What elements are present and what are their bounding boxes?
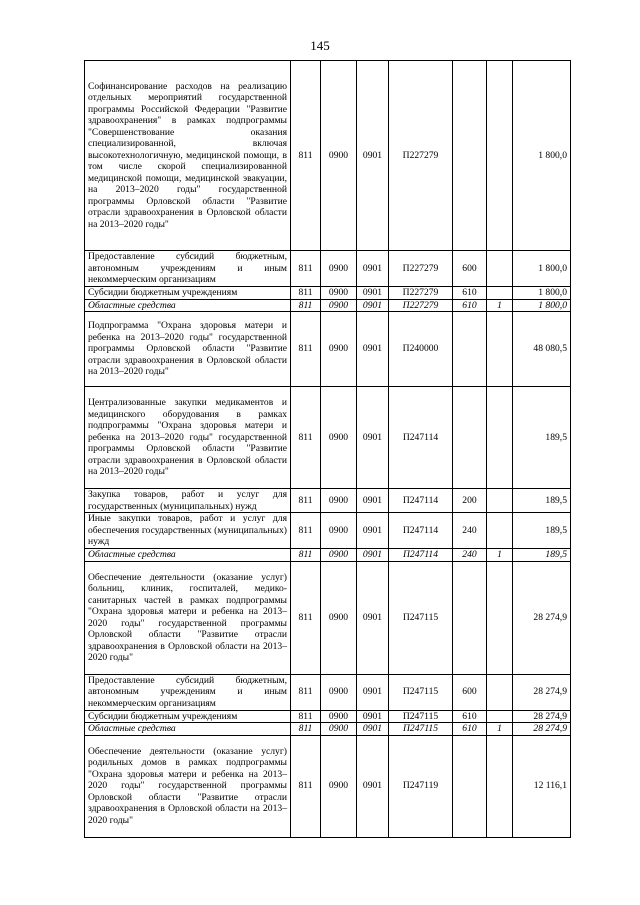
subsection-code: 0901 (357, 549, 389, 562)
expense-name: Обеспечение деятельности (оказание услуг) родильных домов в рамках подпрограммы "Охрана здоровья матери и ребенка на 2013–2020 годы" государственной программы Орловской области "Развитие отрасли здравоохранения в Орловской области на 2013–2020 годы" (85, 735, 291, 837)
target-code: П247114 (389, 513, 453, 549)
table-row (85, 549, 571, 562)
table-row (85, 251, 571, 287)
budget-table (84, 60, 571, 838)
section-code: 0900 (321, 387, 357, 489)
ministry-code: 811 (291, 723, 321, 736)
subsection-code: 0901 (357, 513, 389, 549)
ministry-code: 811 (291, 489, 321, 513)
ministry-code: 811 (291, 549, 321, 562)
funding-source-code (487, 489, 513, 513)
ministry-code: 811 (291, 387, 321, 489)
funding-source-code (487, 735, 513, 837)
table-row (85, 735, 571, 837)
funding-source-code (487, 710, 513, 723)
funding-source-code: 1 (487, 549, 513, 562)
section-code: 0900 (321, 61, 357, 251)
amount: 12 116,1 (513, 735, 571, 837)
table-row (85, 387, 571, 489)
section-code: 0900 (321, 735, 357, 837)
expense-name: Обеспечение деятельности (оказание услуг) больниц, клиник, госпиталей, медико-санитарных частей в рамках подпрограммы "Охрана здоровья матери и ребенка на 2013–2020 годы" государственной программы Орловской области "Развитие отрасли здравоохранения в Орловской области на 2013–2020 годы" (85, 561, 291, 674)
target-code: П227279 (389, 299, 453, 312)
funding-source-code (487, 674, 513, 710)
ministry-code: 811 (291, 251, 321, 287)
expense-type-code (453, 561, 487, 674)
subsection-code: 0901 (357, 710, 389, 723)
amount: 28 274,9 (513, 561, 571, 674)
section-code: 0900 (321, 674, 357, 710)
target-code: П227279 (389, 61, 453, 251)
expense-type-code (453, 735, 487, 837)
table-row (85, 674, 571, 710)
expense-name: Областные средства (85, 299, 291, 312)
subsection-code: 0901 (357, 674, 389, 710)
section-code: 0900 (321, 549, 357, 562)
ministry-code: 811 (291, 61, 321, 251)
target-code: П247115 (389, 710, 453, 723)
ministry-code: 811 (291, 561, 321, 674)
ministry-code: 811 (291, 287, 321, 300)
expense-type-code: 610 (453, 723, 487, 736)
expense-type-code: 200 (453, 489, 487, 513)
expense-type-code: 600 (453, 251, 487, 287)
funding-source-code (487, 387, 513, 489)
amount: 28 274,9 (513, 723, 571, 736)
expense-name: Иные закупки товаров, работ и услуг для обеспечения государственных (муниципальных) нужд (85, 513, 291, 549)
table-row (85, 299, 571, 312)
funding-source-code (487, 287, 513, 300)
subsection-code: 0901 (357, 312, 389, 387)
subsection-code: 0901 (357, 561, 389, 674)
amount: 48 080,5 (513, 312, 571, 387)
expense-type-code: 610 (453, 710, 487, 723)
section-code: 0900 (321, 561, 357, 674)
expense-type-code: 610 (453, 287, 487, 300)
section-code: 0900 (321, 299, 357, 312)
subsection-code: 0901 (357, 387, 389, 489)
expense-name: Предоставление субсидий бюджетным, автономным учреждениям и иным некоммерческим организациям (85, 674, 291, 710)
target-code: П227279 (389, 287, 453, 300)
target-code: П240000 (389, 312, 453, 387)
funding-source-code (487, 561, 513, 674)
amount: 1 800,0 (513, 251, 571, 287)
section-code: 0900 (321, 489, 357, 513)
amount: 1 800,0 (513, 287, 571, 300)
table-row (85, 710, 571, 723)
subsection-code: 0901 (357, 489, 389, 513)
subsection-code: 0901 (357, 735, 389, 837)
ministry-code: 811 (291, 299, 321, 312)
target-code: П247119 (389, 735, 453, 837)
table-row (85, 723, 571, 736)
amount: 28 274,9 (513, 674, 571, 710)
funding-source-code (487, 513, 513, 549)
expense-name: Предоставление субсидий бюджетным, автономным учреждениям и иным некоммерческим организациям (85, 251, 291, 287)
expense-type-code (453, 312, 487, 387)
table-row (85, 513, 571, 549)
target-code: П247115 (389, 674, 453, 710)
section-code: 0900 (321, 710, 357, 723)
funding-source-code (487, 251, 513, 287)
expense-name: Областные средства (85, 549, 291, 562)
page-number: 145 (310, 38, 330, 53)
expense-type-code: 600 (453, 674, 487, 710)
expense-name: Закупка товаров, работ и услуг для государственных (муниципальных) нужд (85, 489, 291, 513)
table-row (85, 489, 571, 513)
section-code: 0900 (321, 723, 357, 736)
expense-type-code (453, 387, 487, 489)
amount: 1 800,0 (513, 61, 571, 251)
expense-name: Субсидии бюджетным учреждениям (85, 287, 291, 300)
expense-name: Субсидии бюджетным учреждениям (85, 710, 291, 723)
funding-source-code: 1 (487, 723, 513, 736)
table-row (85, 287, 571, 300)
table-row (85, 61, 571, 251)
table-row (85, 312, 571, 387)
subsection-code: 0901 (357, 723, 389, 736)
funding-source-code: 1 (487, 299, 513, 312)
subsection-code: 0901 (357, 251, 389, 287)
target-code: П227279 (389, 251, 453, 287)
table-row (85, 561, 571, 674)
section-code: 0900 (321, 312, 357, 387)
ministry-code: 811 (291, 735, 321, 837)
expense-name: Областные средства (85, 723, 291, 736)
expense-type-code: 240 (453, 549, 487, 562)
target-code: П247114 (389, 489, 453, 513)
amount: 189,5 (513, 489, 571, 513)
target-code: П247115 (389, 561, 453, 674)
expense-name: Софинансирование расходов на реализацию отдельных мероприятий государственной программы Российской Федерации "Развитие здравоохранения" в рамках подпрограммы "Совершенствование оказания специализированной, включая высокотехнологичную, медицинской помощи, в том числе скорой специализированной медицинской помощи, медицинской эвакуации, на 2013–2020 годы" государственной программы Орловской области "Развитие отрасли здравоохранения в Орловской области на 2013–2020 годы" (85, 61, 291, 251)
expense-type-code: 610 (453, 299, 487, 312)
section-code: 0900 (321, 287, 357, 300)
section-code: 0900 (321, 513, 357, 549)
subsection-code: 0901 (357, 299, 389, 312)
amount: 189,5 (513, 513, 571, 549)
funding-source-code (487, 312, 513, 387)
expense-name: Подпрограмма "Охрана здоровья матери и ребенка на 2013–2020 годы" государственной программы Орловской области "Развитие отрасли здравоохранения в Орловской области на 2013–2020 годы" (85, 312, 291, 387)
target-code: П247114 (389, 387, 453, 489)
amount: 28 274,9 (513, 710, 571, 723)
ministry-code: 811 (291, 674, 321, 710)
amount: 189,5 (513, 387, 571, 489)
ministry-code: 811 (291, 513, 321, 549)
amount: 189,5 (513, 549, 571, 562)
subsection-code: 0901 (357, 61, 389, 251)
ministry-code: 811 (291, 312, 321, 387)
ministry-code: 811 (291, 710, 321, 723)
amount: 1 800,0 (513, 299, 571, 312)
expense-type-code: 240 (453, 513, 487, 549)
section-code: 0900 (321, 251, 357, 287)
expense-name: Централизованные закупки медикаментов и медицинского оборудования в рамках подпрограммы "Охрана здоровья матери и ребенка на 2013–2020 годы" государственной программы Орловской области "Развитие отрасли здравоохранения в Орловской области на 2013–2020 годы" (85, 387, 291, 489)
expense-type-code (453, 61, 487, 251)
target-code: П247115 (389, 723, 453, 736)
funding-source-code (487, 61, 513, 251)
subsection-code: 0901 (357, 287, 389, 300)
target-code: П247114 (389, 549, 453, 562)
